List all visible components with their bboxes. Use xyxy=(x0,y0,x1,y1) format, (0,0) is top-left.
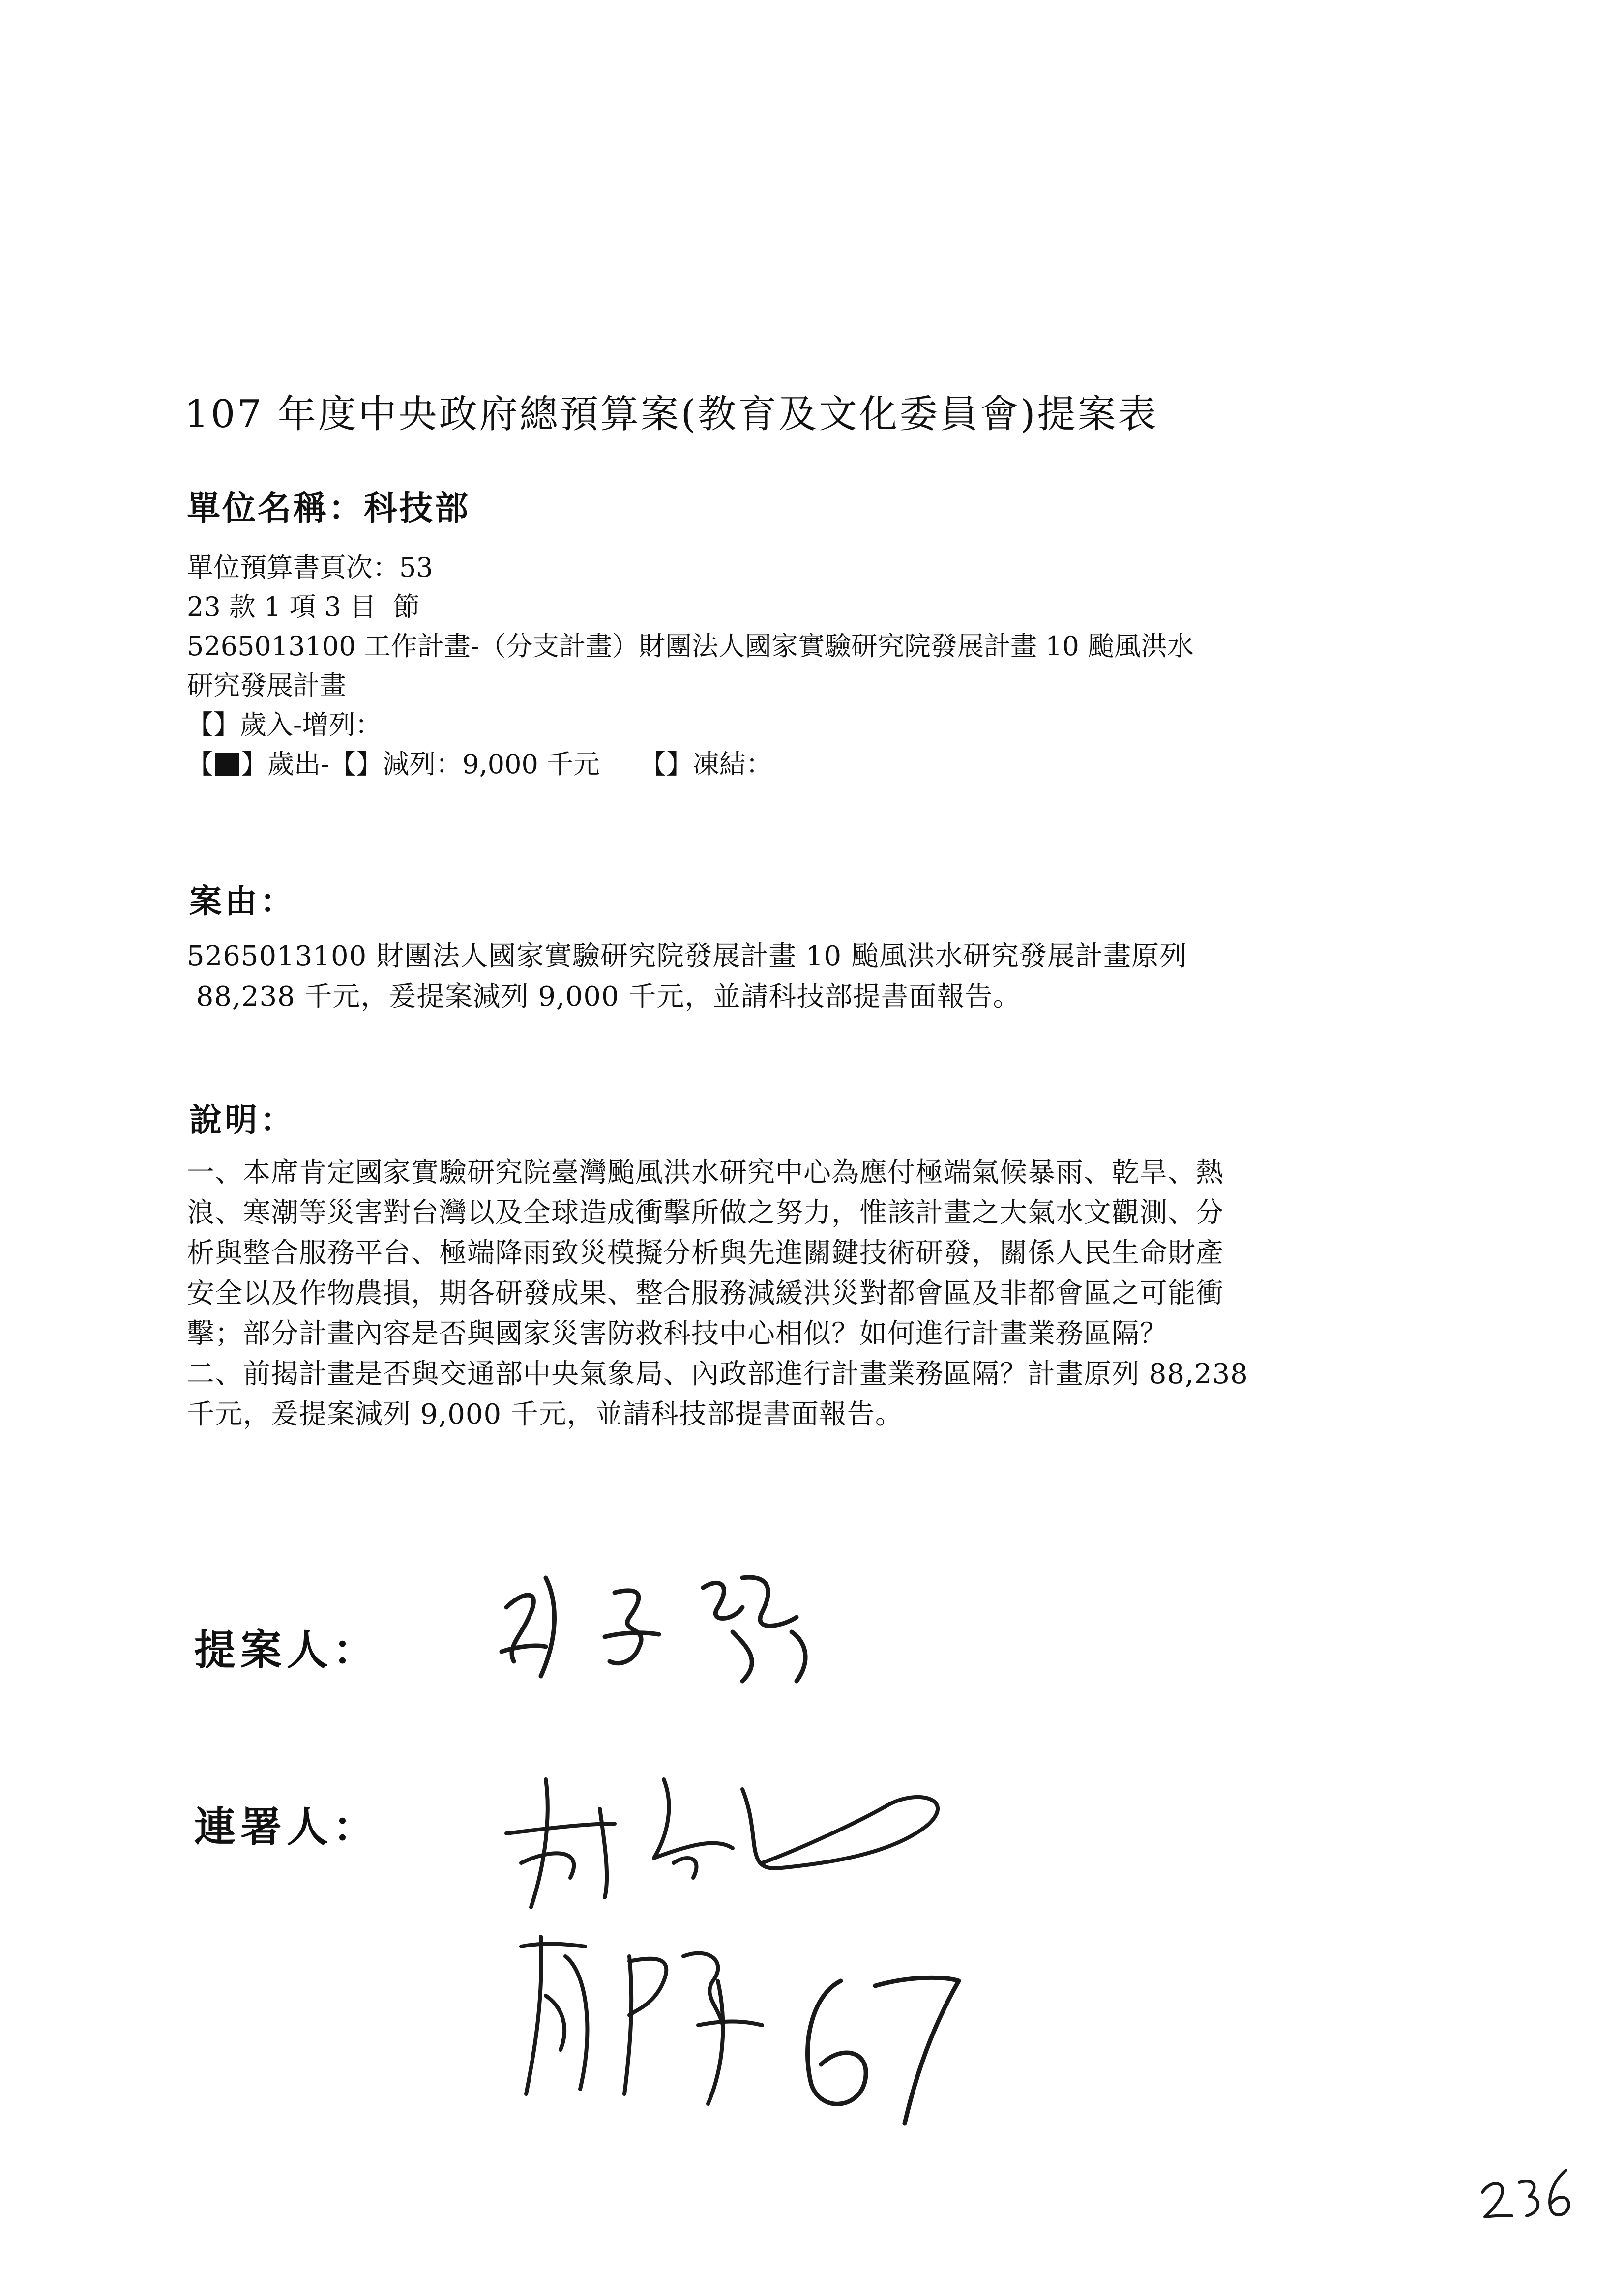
explanation-line: 析與整合服務平台、極端降雨致災模擬分析與先進關鍵技術研發，關係人民生命財產 xyxy=(187,1237,1224,1269)
explanation-heading: 說明： xyxy=(189,1101,295,1139)
page-number-handwritten xyxy=(1473,2158,1581,2227)
proposer-signature xyxy=(487,1548,860,1696)
cosigner-signature xyxy=(487,1750,1077,2133)
plan-line-1: 5265013100 工作計畫-（分支計畫）財團法人國家實驗研究院發展計畫 10 颱風洪水 xyxy=(187,631,1194,662)
explanation-line: 擊；部分計畫內容是否與國家災害防救科技中心相似？如何進行計畫業務區隔？ xyxy=(187,1318,1168,1350)
reason-line: 5265013100 財團法人國家實驗研究院發展計畫 10 颱風洪水研究發展計畫原列 xyxy=(187,940,1187,972)
revenue-line: 【】歲入-增列： xyxy=(187,709,382,740)
explanation-line: 二、前揭計畫是否與交通部中央氣象局、內政部進行計畫業務區隔？計畫原列 88,238 xyxy=(187,1358,1248,1390)
reason-text xyxy=(187,936,1416,1017)
explanation-line: 一、本席肯定國家實驗研究院臺灣颱風洪水研究中心為應付極端氣候暴雨、乾旱、熱 xyxy=(187,1157,1224,1189)
proposer-label: 提案人： xyxy=(194,1626,380,1674)
expense-line xyxy=(187,745,1194,784)
reason-line: 88,238 千元，爰提案減列 9,000 千元，並請科技部提書面報告。 xyxy=(187,981,1021,1013)
explanation-line: 安全以及作物農損，期各研發成果、整合服務減緩洪災對都會區及非都會區之可能衝 xyxy=(187,1278,1224,1309)
explanation-text xyxy=(187,1153,1416,1435)
explanation-line: 千元，爰提案減列 9,000 千元，並請科技部提書面報告。 xyxy=(187,1398,903,1430)
item-reference: 23 款 1 項 3 目 節 xyxy=(187,591,420,622)
checked-box-icon xyxy=(215,753,239,776)
expense-prefix: 【 xyxy=(187,749,213,780)
expense-rest: 】歲出-【】減列：9,000 千元 【】凍結： xyxy=(241,749,773,780)
document-title: 107 年度中央政府總預算案(教育及文化委員會)提案表 xyxy=(184,392,1158,436)
cosigner-label: 連署人： xyxy=(194,1803,380,1851)
unit-name: 單位名稱：科技部 xyxy=(187,489,471,528)
explanation-line: 浪、寒潮等災害對台灣以及全球造成衝擊所做之努力，惟該計畫之大氣水文觀測、分 xyxy=(187,1197,1224,1229)
page-reference: 單位預算書頁次：53 xyxy=(187,552,433,583)
reason-heading: 案由： xyxy=(189,882,295,920)
budget-meta xyxy=(187,548,1194,784)
plan-line-2: 研究發展計畫 xyxy=(187,670,346,701)
